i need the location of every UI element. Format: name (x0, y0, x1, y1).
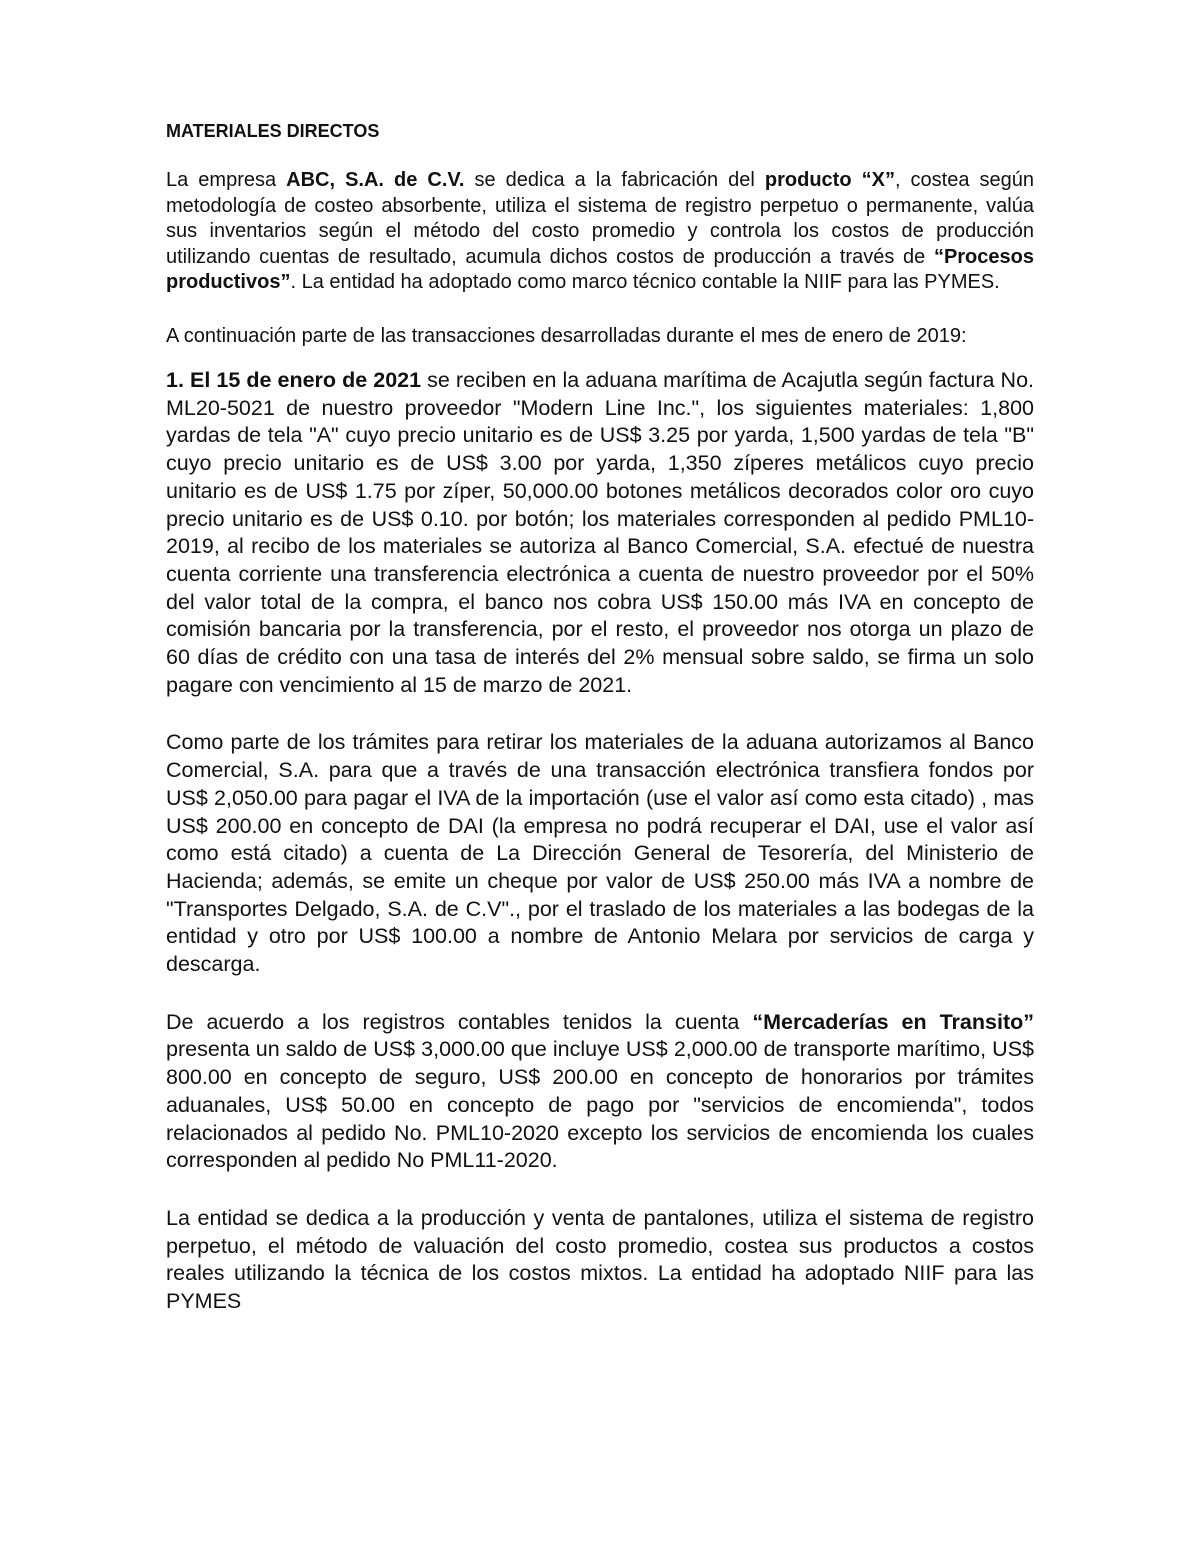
company-name: ABC, S.A. de C.V. (286, 169, 465, 191)
document-title: MATERIALES DIRECTOS (166, 121, 380, 141)
tramites-paragraph: Como parte de los trámites para retirar los materiales de la aduana autorizamos al Banco Comercial, S.A. para que a través de una transacción electrónica transfiera fondos por US$ 2,050.00 para pagar el IVA de la importación (use el valor así como esta citado) , mas US$ 200.00 en concepto de DAI (la empresa no podrá recuperar el DAI, use el valor así como está citado) a cuenta de La Dirección General de Tesorería, del Ministerio de Hacienda; además, se emite un cheque por valor de US$ 250.00 más IVA a nombre de "Transportes Delgado, S.A. de C.V"., por el traslado de los materiales a las bodegas de la entidad y otro por US$ 100.00 a nombre de Antonio Melara por servicios de carga y descarga. (166, 730, 1034, 977)
intro-paragraph (166, 168, 1034, 296)
intro-text-4: . La entidad ha adoptado como marco técnico contable la NIIF para las PYMES. (290, 271, 1000, 293)
document-page (166, 118, 1034, 1316)
product-name: producto “X” (764, 169, 895, 191)
intro-text-1: La empresa (166, 169, 287, 191)
transaction-1-text: se reciben en la aduana marítima de Acajutla según factura No. ML20-5021 de nuestro proveedor "Modern Line Inc.", los siguientes materiales: 1,800 yardas de tela "A" cuyo precio unitario es de US$ 3.25 por yarda, 1,500 yardas de tela "B" cuyo precio unitario es de US$ 3.00 por yarda, 1,350 zíperes metálicos cuyo precio unitario es de US$ 1.75 por zíper, 50,000.00 botones metálicos decorados color oro cuyo precio unitario es de US$ 0.10. por botón; los materiales corresponden al pedido PML10-2019, al recibo de los materiales se autoriza al Banco Comercial, S.A. efectué de nuestra cuenta corriente una transferencia electrónica a cuenta de nuestro proveedor por el 50% del valor total de la compra, el banco nos cobra US$ 150.00 más IVA en concepto de comisión bancaria por la transferencia, por el resto, el proveedor nos otorga un plazo de 60 días de crédito con una tasa de interés del 2% mensual sobre saldo, se firma un solo pagare con vencimiento al 15 de marzo de 2021. (166, 368, 1034, 697)
intro-text-2: se dedica a la fabricación del (464, 169, 765, 191)
intro-text-3: , costea según metodología de costeo absorbente, utiliza el sistema de registro perpetuo o permanente, valúa sus inventarios según el método del costo promedio y controla los costos de producción utilizando cuentas de resultado, acumula dichos costos de producción a través de (166, 169, 1034, 268)
transaction-1-heading: 1. El 15 de enero de 2021 (166, 368, 422, 392)
lead-paragraph: A continuación parte de las transacciones desarrolladas durante el mes de enero de 2019: (166, 324, 967, 347)
mercaderias-paragraph (166, 1009, 1034, 1175)
process-name: “Procesos productivos” (166, 245, 1034, 293)
mercaderias-text-1: De acuerdo a los registros contables tenidos la cuenta (166, 1009, 753, 1034)
mercaderias-text-2: presenta un saldo de US$ 3,000.00 que incluye US$ 2,000.00 de transporte marítimo, US$ 800.00 en concepto de seguro, US$ 200.00 en concepto de honorarios por trámites aduanales, US$ 50.00 en concepto de pago por "servicios de encomienda", todos relacionados al pedido No. PML10-2020 excepto los servicios de encomienda los cuales corresponden al pedido No PML11-2020. (166, 1037, 1034, 1173)
entidad-paragraph: La entidad se dedica a la producción y venta de pantalones, utiliza el sistema de registro perpetuo, el método de valuación del costo promedio, costea sus productos a costos reales utilizando la técnica de los costos mixtos. La entidad ha adoptado NIIF para las PYMES (166, 1205, 1034, 1314)
mercaderias-account-name: “Mercaderías en Transito” (752, 1009, 1034, 1034)
transaction-1-paragraph (166, 367, 1034, 699)
